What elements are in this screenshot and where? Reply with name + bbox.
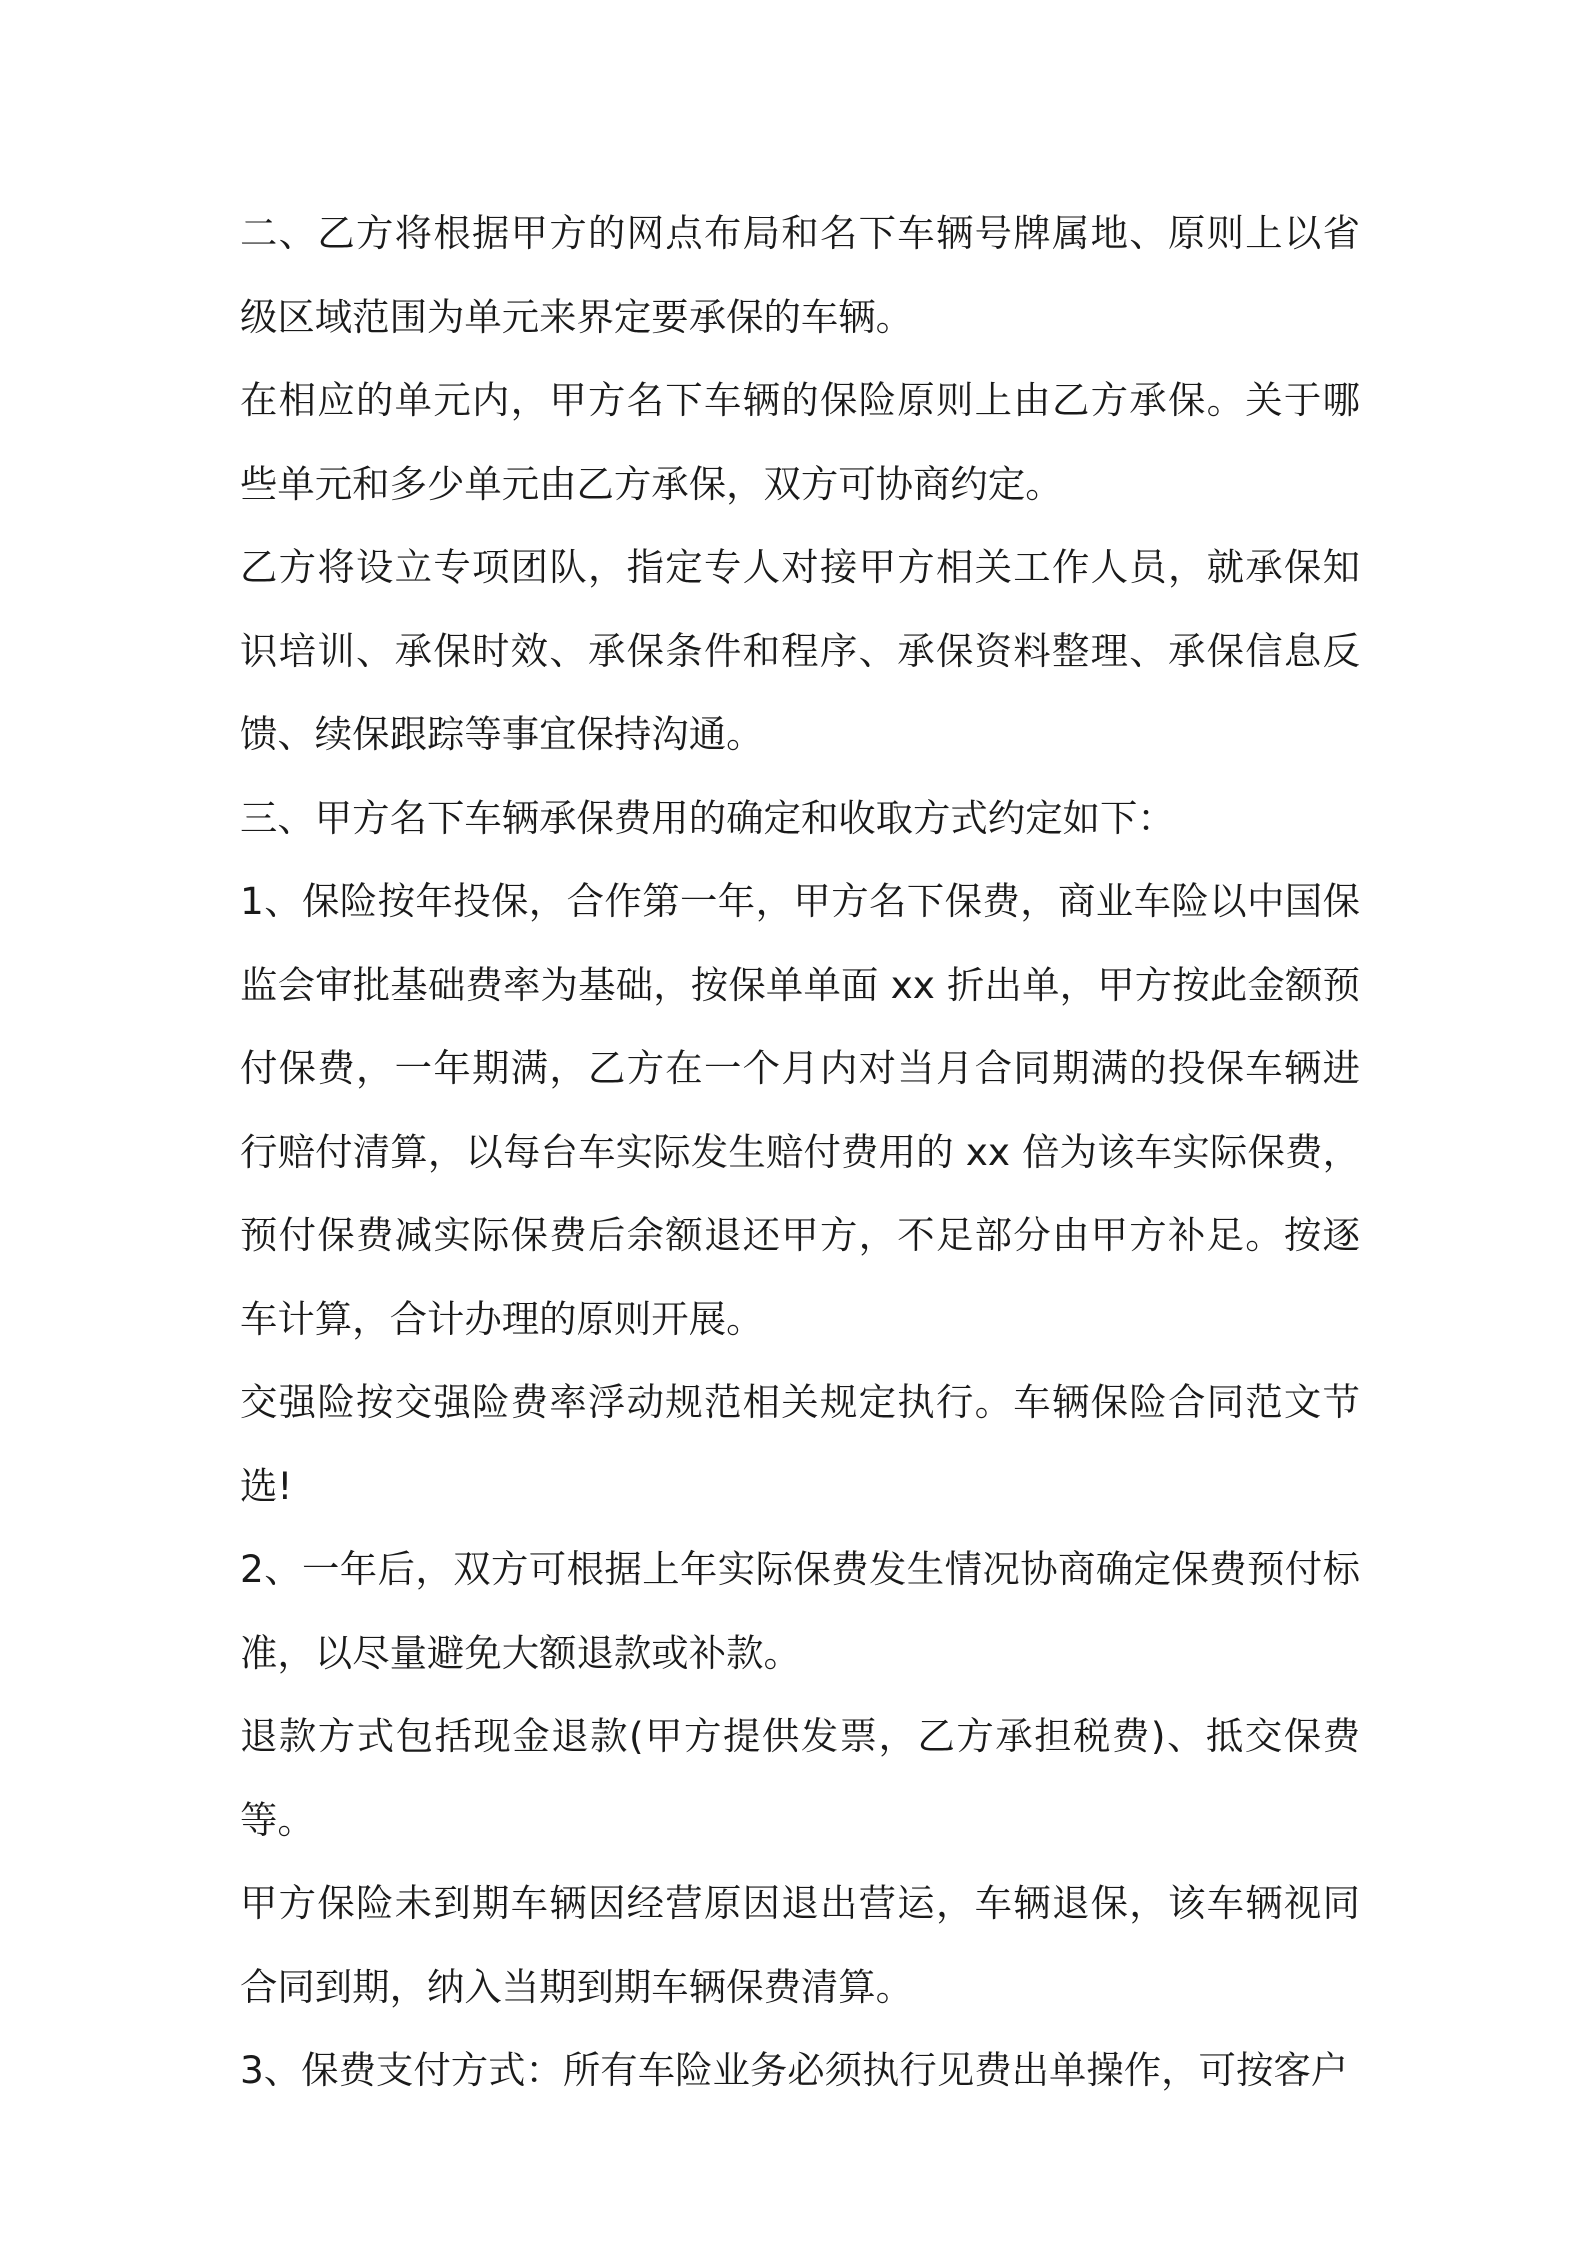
paragraph-compulsory-insurance: 交强险按交强险费率浮动规范相关规定执行。车辆保险合同范文节选! — [240, 1380, 1360, 1508]
paragraph-vehicle-scope: 二、乙方将根据甲方的网点布局和名下车辆号牌属地、原则上以省级区域范围为单元来界定要承保的车辆。 — [240, 211, 1360, 339]
paragraph-dedicated-team: 乙方将设立专项团队，指定专人对接甲方相关工作人员，就承保知识培训、承保时效、承保条件和程序、承保资料整理、承保信息反馈、续保跟踪等事宜保持沟通。 — [240, 545, 1360, 756]
paragraph-clause-3: 3、保费支付方式：所有车险业务必须执行见费出单操作，可按客户 — [240, 2048, 1349, 2092]
paragraph-unit-insurance: 在相应的单元内，甲方名下车辆的保险原则上由乙方承保。关于哪些单元和多少单元由乙方承保，双方可协商约定。 — [240, 378, 1360, 506]
paragraph-early-termination: 甲方保险未到期车辆因经营原因退出营运，车辆退保，该车辆视同合同到期，纳入当期到期车辆保费清算。 — [240, 1881, 1360, 2009]
document-body — [240, 192, 1360, 2113]
paragraph-section-three-heading: 三、甲方名下车辆承保费用的确定和收取方式约定如下： — [240, 795, 1175, 840]
paragraph-clause-1: 1、保险按年投保，合作第一年，甲方名下保费，商业车险以中国保监会审批基础费率为基础，按保单单面 xx 折出单，甲方按此金额预付保费，一年期满，乙方在一个月内对当月合同期满的投保车辆进行赔付清算，以每台车实际发生赔付费用的 xx 倍为该车实际保费，预付保费减实际保费后余额退还甲方，不足部分由甲方补足。按逐车计算，合计办理的原则开展。 — [240, 879, 1360, 1341]
paragraph-refund-methods: 退款方式包括现金退款(甲方提供发票，乙方承担税费)、抵交保费等。 — [240, 1714, 1360, 1842]
paragraph-clause-2: 2、一年后，双方可根据上年实际保费发生情况协商确定保费预付标准，以尽量避免大额退款或补款。 — [240, 1547, 1360, 1675]
